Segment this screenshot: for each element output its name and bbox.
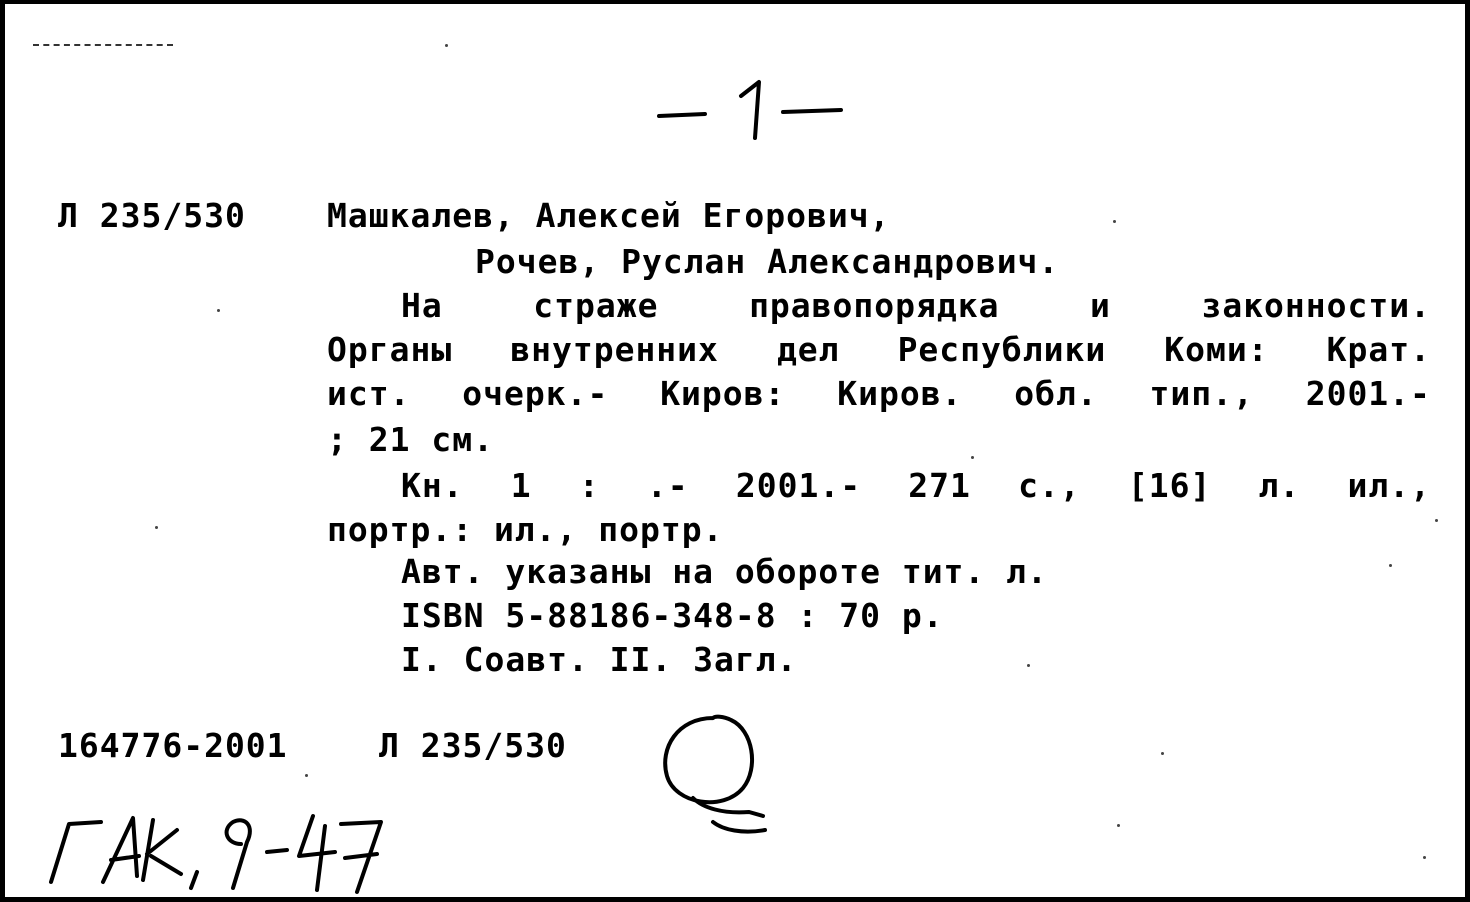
author-main: Машкалев, Алексей Егорович, [327, 196, 891, 235]
scan-speck [1389, 564, 1392, 567]
scan-speck [217, 309, 220, 312]
title-line-3: ист. очерк.- Киров: Киров. обл. тип., 2001.- [327, 374, 1431, 413]
scan-speck [1117, 824, 1120, 827]
page-marker-handwritten [645, 74, 855, 144]
title-line-1: На страже правопорядка и законности. [401, 286, 1431, 325]
inventory-number: 164776-2001 [58, 726, 288, 765]
handwritten-note [41, 802, 411, 902]
author-note: Авт. указаны на обороте тит. л. [401, 552, 1048, 591]
scan-speck [305, 774, 308, 777]
handwritten-circle-mark [653, 708, 783, 848]
scan-speck [1161, 752, 1164, 755]
volume-line-2: портр.: ил., портр. [327, 510, 724, 549]
top-dashed-rule [33, 44, 173, 46]
scan-speck [1435, 519, 1438, 522]
title-line-4: ; 21 см. [327, 420, 494, 459]
scan-speck [1027, 664, 1030, 667]
author-second: Рочев, Руслан Александрович. [475, 242, 1060, 281]
scan-speck [1423, 856, 1426, 859]
scan-speck [445, 44, 448, 47]
shelfmark: Л 235/530 [58, 196, 246, 235]
scan-speck [155, 526, 158, 529]
title-line-2: Органы внутренних дел Республики Коми: Крат. [327, 330, 1431, 369]
tracings-line: I. Соавт. II. Загл. [401, 640, 798, 679]
volume-line-1: Кн. 1 : .- 2001.- 271 с., [16] л. ил., [401, 466, 1431, 505]
shelfmark-bottom: Л 235/530 [379, 726, 567, 765]
scan-speck [971, 456, 974, 459]
scan-speck [1113, 220, 1116, 223]
isbn-line: ISBN 5-88186-348-8 : 70 р. [401, 596, 944, 635]
